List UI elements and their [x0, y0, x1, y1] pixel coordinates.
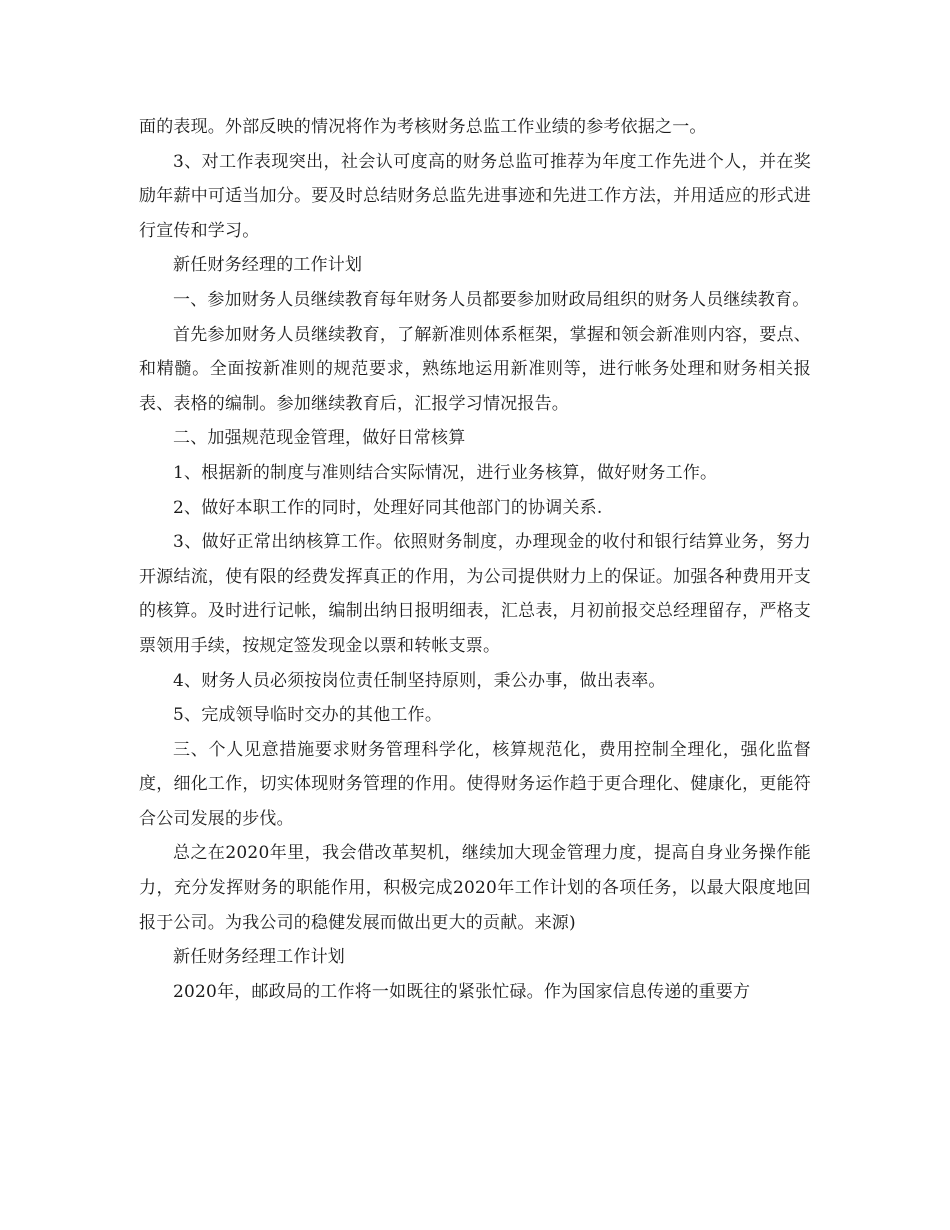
section-heading-work-plan-2: 新任财务经理工作计划 [173, 947, 345, 968]
paragraph-summary: 总之在2020年里，我会借改革契机，继续加大现金管理力度，提高自身业务操作能力，充分发挥财务的职能作用，积极完成2020年工作计划的各项任务，以最大限度地回报于公司。为我公司的稳健发展而做出更大的贡献。来源) [139, 843, 811, 933]
paragraph-item-1: 1、根据新的制度与准则结合实际情况，进行业务核算，做好财务工作。 [173, 462, 718, 483]
paragraph-continuation: 面的表现。外部反映的情况将作为考核财务总监工作业绩的参考依据之一。 [139, 117, 707, 137]
paragraph-item-3-cashier: 3、做好正常出纳核算工作。依照财务制度，办理现金的收付和银行结算业务，努力开源结流，使有限的经费发挥真正的作用，为公司提供财力上的保证。加强各种费用开支的核算。及时进行记帐，编制出纳日报明细表，汇总表，月初前报交总经理留存，严格支票领用手续，按规定签发现金以票和转帐支票。 [139, 532, 811, 656]
paragraph-section-three: 三、个人见意措施要求财务管理科学化，核算规范化，费用控制全理化，强化监督度，细化工作，切实体现财务管理的作用。使得财务运作趋于更合理化、健康化，更能符合公司发展的步伐。 [139, 739, 811, 829]
paragraph-postal-intro: 2020年，邮政局的工作将一如既往的紧张忙碌。作为国家信息传递的重要方 [173, 981, 751, 1002]
paragraph-item-5: 5、完成领导临时交办的其他工作。 [173, 705, 443, 726]
paragraph-section-one: 一、参加财务人员继续教育每年财务人员都要参加财政局组织的财务人员继续教育。 [173, 289, 810, 310]
paragraph-item-3-outstanding: 3、对工作表现突出，社会认可度高的财务总监可推荐为年度工作先进个人，并在奖励年薪中可适当加分。要及时总结财务总监先进事迹和先进工作方法，并用适应的形式进行宣传和学习。 [139, 151, 811, 241]
paragraph-item-4: 4、财务人员必须按岗位责任制坚持原则，秉公办事，做出表率。 [173, 670, 666, 691]
paragraph-section-two: 二、加强规范现金管理，做好日常核算 [173, 428, 466, 449]
document-body [139, 110, 811, 1009]
paragraph-item-2: 2、做好本职工作的同时，处理好同其他部门的协调关系. [173, 497, 603, 518]
paragraph-continuing-education: 首先参加财务人员继续教育，了解新准则体系框架，掌握和领会新准则内容，要点、和精髓。全面按新准则的规范要求，熟练地运用新准则等，进行帐务处理和财务相关报表、表格的编制。参加继续教育后，汇报学习情况报告。 [139, 324, 811, 414]
section-heading-work-plan: 新任财务经理的工作计划 [173, 255, 363, 276]
